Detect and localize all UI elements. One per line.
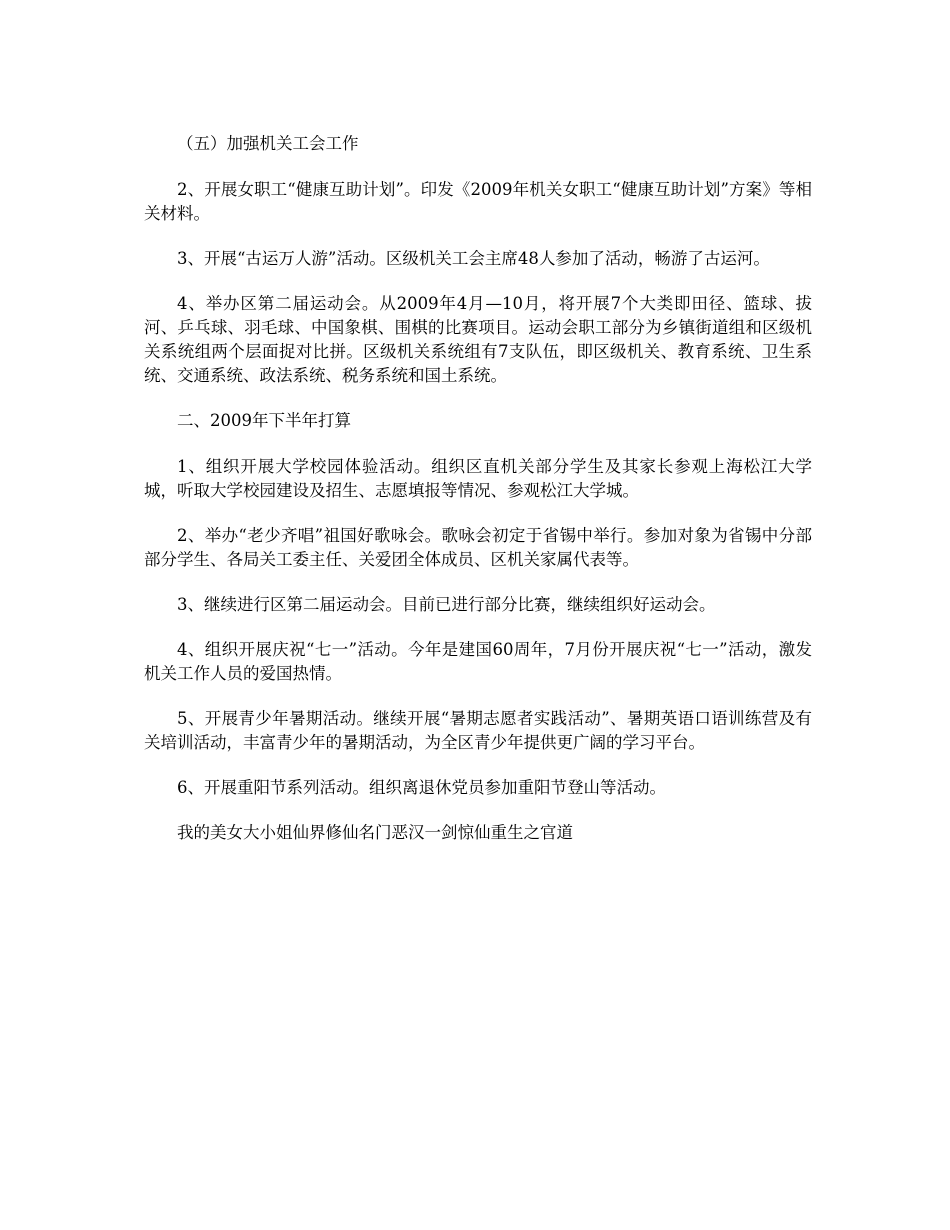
paragraph-sports-meeting: 4、举办区第二届运动会。从2009年4月—10月，将开展7个大类即田径、篮球、拔河、乒乓球、羽毛球、中国象棋、围棋的比赛项目。运动会职工部分为乡镇街道组和区级机关系统组两个层面捉对比拼。区级机关系统组有7支队伍，即区级机关、教育系统、卫生系统、交通系统、政法系统、税务系统和国土系统。 <box>144 294 812 385</box>
document-body <box>144 132 812 866</box>
section-heading-strengthen-union: （五）加强机关工会工作 <box>177 134 359 153</box>
paragraph-continue-sports: 3、继续进行区第二届运动会。目前已进行部分比赛，继续组织好运动会。 <box>177 595 716 614</box>
paragraph-footer-links: 我的美女大小姐仙界修仙名门恶汉一剑惊仙重生之官道 <box>177 823 573 842</box>
paragraph-women-health-plan: 2、开展女职工“健康互助计划”。印发《2009年机关女职工“健康互助计划”方案》等相关材料。 <box>144 180 812 223</box>
paragraph-july-first: 4、组织开展庆祝“七一”活动。今年是建国60周年，7月份开展庆祝“七一”活动，激发机关工作人员的爱国热情。 <box>144 640 812 683</box>
section-heading-second-half-plan: 二、2009年下半年打算 <box>177 411 351 430</box>
paragraph-campus-experience: 1、组织开展大学校园体验活动。组织区直机关部分学生及其家长参观上海松江大学城，听取大学校园建设及招生、志愿填报等情况、参观松江大学城。 <box>144 457 812 500</box>
paragraph-canal-tour: 3、开展“古运万人游”活动。区级机关工会主席48人参加了活动，畅游了古运河。 <box>177 249 770 268</box>
paragraph-summer-activities: 5、开展青少年暑期活动。继续开展“暑期志愿者实践活动”、暑期英语口语训练营及有关培训活动，丰富青少年的暑期活动，为全区青少年提供更广阔的学习平台。 <box>144 709 812 752</box>
paragraph-singing-contest: 2、举办“老少齐唱”祖国好歌咏会。歌咏会初定于省锡中举行。参加对象为省锡中分部部分学生、各局关工委主任、关爱团全体成员、区机关家属代表等。 <box>144 526 812 569</box>
paragraph-double-ninth: 6、开展重阳节系列活动。组织离退休党员参加重阳节登山等活动。 <box>177 778 666 797</box>
